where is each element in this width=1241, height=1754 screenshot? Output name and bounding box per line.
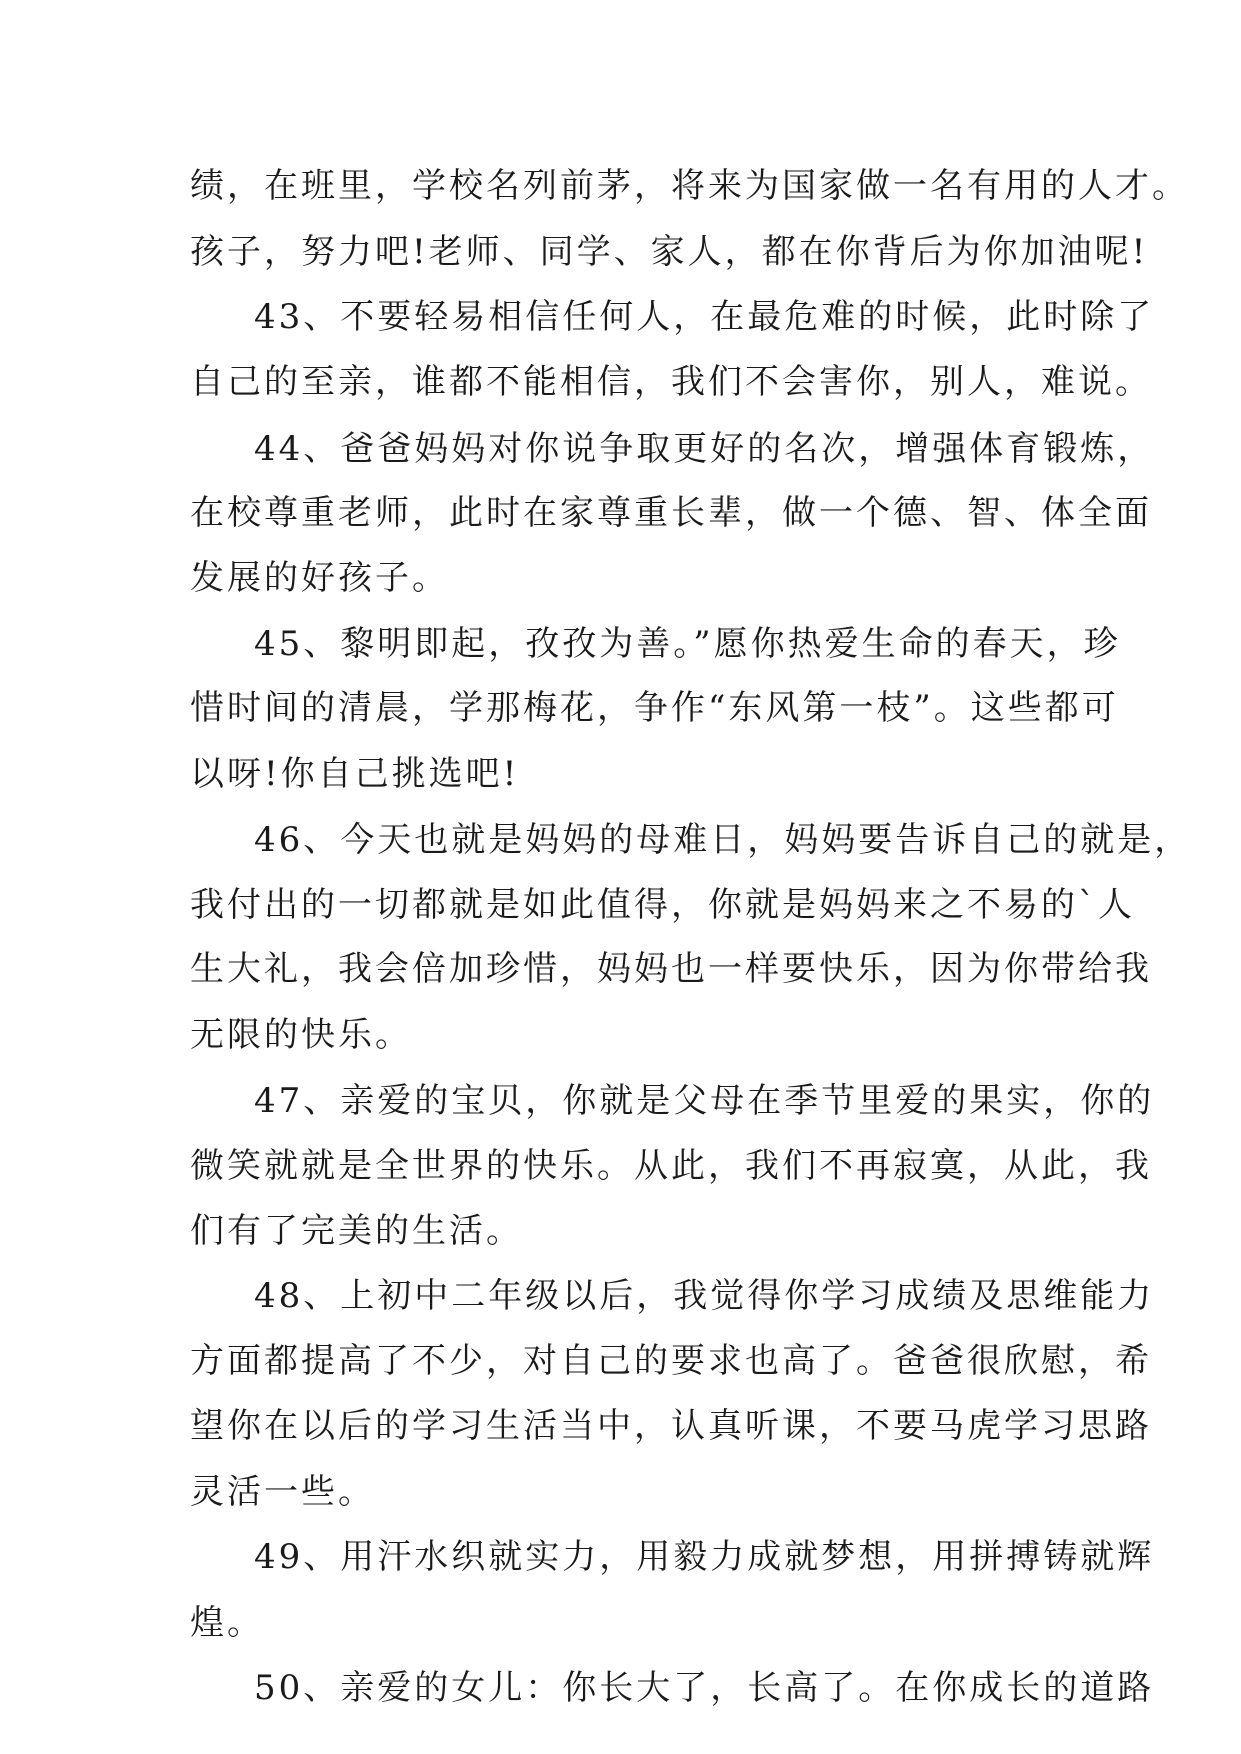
text-line: 以呀!你自己挑选吧! xyxy=(190,754,520,794)
text-line: 50、亲爱的女儿：你长大了，长高了。在你成长的道路 xyxy=(254,1668,1155,1708)
text-line: 们有了完美的生活。 xyxy=(190,1211,523,1251)
text-line: 灵活一些。 xyxy=(190,1472,375,1512)
text-line: 方面都提高了不少，对自己的要求也高了。爸爸很欣慰，希 xyxy=(190,1341,1152,1381)
text-line: 44、爸爸妈妈对你说争取更好的名次，增强体育锻炼， xyxy=(254,429,1155,469)
text-line: 望你在以后的学习生活当中，认真听课，不要马虎学习思路 xyxy=(190,1406,1152,1446)
text-line: 47、亲爱的宝贝，你就是父母在季节里爱的果实，你的 xyxy=(254,1081,1155,1121)
text-line: 45、黎明即起，孜孜为善。”愿你热爱生命的春天，珍 xyxy=(254,624,1121,664)
text-line: 孩子，努力吧!老师、同学、家人，都在你背后为你加油呢! xyxy=(190,232,1149,272)
text-line: 49、用汗水织就实力，用毅力成就梦想，用拼搏铸就辉 xyxy=(254,1537,1155,1577)
text-line: 48、上初中二年级以后，我觉得你学习成绩及思维能力 xyxy=(254,1276,1155,1316)
text-line: 惜时间的清晨，学那梅花，争作“东风第一枝”。这些都可 xyxy=(190,688,1119,728)
text-line: 发展的好孩子。 xyxy=(190,558,449,598)
text-line: 微笑就就是全世界的快乐。从此，我们不再寂寞，从此，我 xyxy=(190,1146,1152,1186)
text-line: 绩，在班里，学校名列前茅，将来为国家做一名有用的人才。 xyxy=(190,166,1189,206)
text-line: 我付出的一切都就是如此值得，你就是妈妈来之不易的`人 xyxy=(190,885,1135,925)
text-line: 自己的至亲，谁都不能相信，我们不会害你，别人，难说。 xyxy=(190,362,1152,402)
text-line: 煌。 xyxy=(190,1603,264,1643)
text-line: 在校尊重老师，此时在家尊重长辈，做一个德、智、体全面 xyxy=(190,493,1152,533)
text-line: 生大礼，我会倍加珍惜，妈妈也一样要快乐，因为你带给我 xyxy=(190,949,1152,989)
text-line: 无限的快乐。 xyxy=(190,1015,412,1055)
text-line: 46、今天也就是妈妈的母难日，妈妈要告诉自己的就是， xyxy=(254,820,1192,860)
text-line: 43、不要轻易相信任何人，在最危难的时候，此时除了 xyxy=(254,297,1155,337)
